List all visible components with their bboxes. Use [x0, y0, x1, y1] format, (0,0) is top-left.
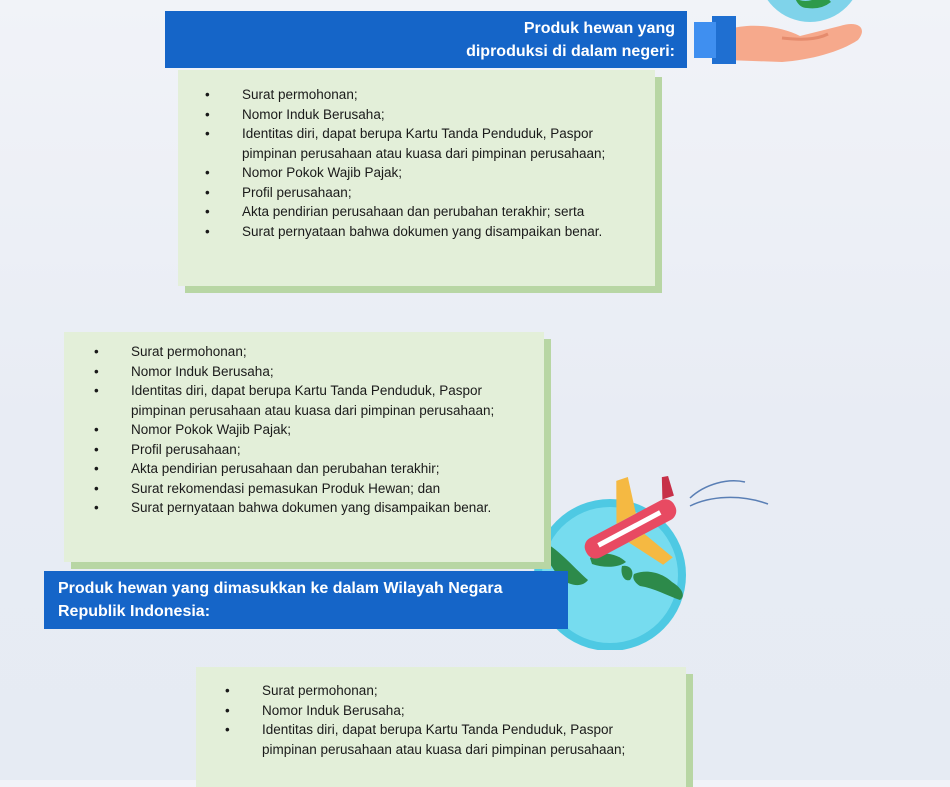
bullet-icon: • [225, 683, 230, 698]
section-3-requirements-card [196, 667, 686, 787]
bullet-icon: • [94, 344, 99, 359]
list-item: • Identitas diri, dapat berupa Kartu Tanda Penduduk, Paspor pimpinan perusahaan atau kuasa dari pimpinan perusahaan; [225, 722, 626, 757]
bullet-icon: • [94, 422, 99, 437]
list-item: • Nomor Induk Berusaha; [131, 362, 524, 382]
bullet-icon: • [205, 126, 210, 141]
section-2-heading [44, 571, 568, 629]
list-item: • Nomor Pokok Wajib Pajak; [242, 163, 635, 183]
list-item: • Akta pendirian perusahaan dan perubahan terakhir; serta [242, 202, 635, 222]
list-item: • Nomor Induk Berusaha; [242, 105, 635, 125]
list-item: • Surat pernyataan bahwa dokumen yang disampaikan benar. [242, 222, 635, 242]
section-2-requirements-card [64, 332, 544, 562]
section-1-requirements-list [205, 85, 635, 241]
list-item: • Surat permohonan; [242, 85, 635, 105]
bullet-icon: • [205, 184, 210, 200]
bullet-icon: • [225, 702, 230, 718]
bullet-icon: • [94, 363, 99, 379]
bullet-icon: • [205, 165, 210, 180]
bullet-icon: • [205, 204, 210, 219]
bullet-icon: • [94, 441, 99, 457]
list-item: • Surat permohonan; [262, 681, 666, 701]
bullet-icon: • [94, 500, 99, 515]
bullet-icon: • [205, 106, 210, 122]
section-2-requirements-list [94, 342, 524, 518]
bullet-icon: • [94, 480, 99, 496]
bullet-icon: • [205, 87, 210, 102]
list-item: • Surat pernyataan bahwa dokumen yang disampaikan benar. [131, 498, 524, 518]
hand-holding-globe-icon [690, 0, 880, 72]
bullet-icon: • [205, 223, 210, 239]
bullet-icon: • [94, 383, 99, 398]
list-item: • Surat rekomendasi pemasukan Produk Hewan; dan [131, 479, 524, 499]
list-item: • Surat permohonan; [131, 342, 524, 362]
bullet-icon: • [225, 722, 230, 737]
bullet-icon: • [94, 461, 99, 476]
list-item: • Identitas diri, dapat berupa Kartu Tanda Penduduk, Paspor pimpinan perusahaan atau kuasa dari pimpinan perusahaan; [94, 383, 495, 418]
section-2-heading-line-2: Republik Indonesia: [58, 603, 211, 620]
section-1-heading-line-2: diproduksi di dalam negeri: [466, 43, 675, 60]
section-1-heading-line-1: Produk hewan yang [523, 20, 675, 37]
section-2-heading-line-1: Produk hewan yang dimasukkan ke dalam Wilayah Negara [58, 580, 503, 597]
list-item: • Nomor Induk Berusaha; [262, 701, 666, 721]
list-item: • Akta pendirian perusahaan dan perubahan terakhir; [131, 459, 524, 479]
list-item: • Profil perusahaan; [131, 440, 524, 460]
section-3-requirements-list [225, 681, 666, 759]
list-item: • Nomor Pokok Wajib Pajak; [131, 420, 524, 440]
section-1-requirements-card [178, 70, 655, 286]
list-item: • Profil perusahaan; [242, 183, 635, 203]
list-item: • Identitas diri, dapat berupa Kartu Tanda Penduduk, Paspor pimpinan perusahaan atau kuasa dari pimpinan perusahaan; [205, 126, 606, 161]
section-1-heading [165, 11, 687, 68]
